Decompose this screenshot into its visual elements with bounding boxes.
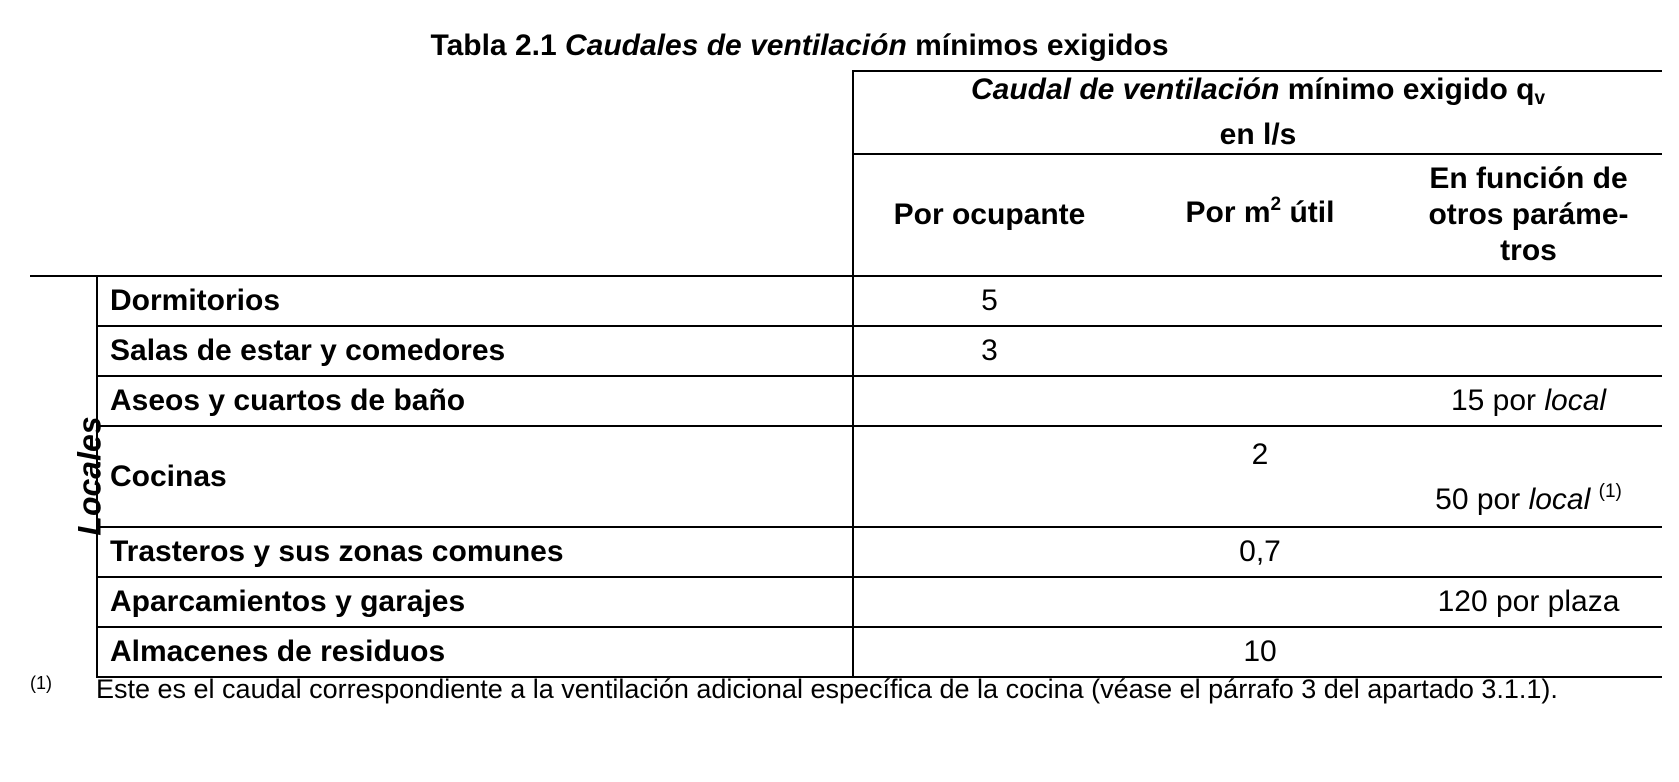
cell-por-m2 — [1125, 376, 1395, 426]
cell-por-m2: 10 — [1125, 627, 1395, 677]
cell-por-ocupante: 5 — [853, 276, 1125, 326]
footnote-mark: (1) — [30, 673, 52, 693]
table-row — [30, 376, 1662, 426]
header-group-cell — [853, 71, 1662, 154]
header-group-line2: en l/s — [1219, 118, 1297, 151]
table-row — [30, 326, 1662, 376]
col-header-por-ocupante-label: Por ocupante — [893, 198, 1086, 231]
table-title — [0, 28, 1679, 64]
table-title-suffix: mínimos exigidos — [915, 29, 1169, 62]
cell-por-ocupante: 3 — [853, 326, 1125, 376]
col-header-otros-line2: otros paráme- — [1428, 198, 1629, 231]
row-name: Dormitorios — [97, 276, 853, 326]
cell-otros-italic: local — [1544, 384, 1607, 417]
row-name: Cocinas — [97, 426, 853, 527]
table-row — [30, 426, 1662, 527]
cell-otros: 120 por plaza — [1395, 577, 1662, 627]
table-row — [30, 577, 1662, 627]
table-row — [30, 627, 1662, 677]
cell-otros-italic: local — [1528, 482, 1591, 516]
cell-otros — [1395, 376, 1662, 426]
cell-por-m2: 0,7 — [1125, 527, 1395, 577]
row-name: Trasteros y sus zonas comunes — [97, 527, 853, 577]
side-label: Locales — [71, 416, 108, 536]
cell-otros-num: 15 por — [1450, 384, 1537, 417]
cell-por-ocupante — [853, 627, 1125, 677]
cell-por-ocupante — [853, 376, 1125, 426]
header-group-rest: mínimo exigido q — [1287, 73, 1535, 106]
side-label-cell — [30, 276, 108, 677]
header-blank-cell — [30, 71, 853, 276]
table-row — [30, 527, 1662, 577]
col-header-por-m2-prefix: Por m — [1185, 196, 1271, 229]
row-name: Salas de estar y comedores — [97, 326, 853, 376]
cell-otros — [1395, 276, 1662, 326]
col-header-por-m2-sup: 2 — [1270, 194, 1282, 215]
table-title-prefix: Tabla 2.1 — [430, 29, 557, 62]
col-header-por-m2-suffix: útil — [1289, 196, 1335, 229]
cell-por-m2 — [1125, 326, 1395, 376]
row-name: Almacenes de residuos — [97, 627, 853, 677]
cell-por-ocupante — [853, 426, 1125, 527]
cell-otros — [1395, 426, 1662, 527]
footnote-text: Este es el caudal correspondiente a la ventilación adicional específica de la cocina (véase el párrafo 3 del apartado 3.1.1). — [96, 674, 1558, 704]
cell-por-ocupante — [853, 577, 1125, 627]
table-title-italic: Caudales de ventilación — [565, 29, 907, 62]
cell-por-m2 — [1125, 276, 1395, 326]
col-header-otros — [1395, 154, 1662, 276]
col-header-otros-line1: En función de — [1429, 162, 1628, 195]
col-header-por-m2 — [1125, 154, 1395, 276]
ventilation-table — [30, 70, 1662, 678]
cell-por-m2 — [1125, 577, 1395, 627]
cell-otros-value — [1395, 482, 1662, 522]
header-group-italic: Caudal de ventilación — [970, 73, 1280, 106]
header-group-sub: v — [1534, 88, 1546, 109]
col-header-otros-line3: tros — [1500, 234, 1557, 267]
cell-otros — [1395, 326, 1662, 376]
col-header-por-ocupante — [853, 154, 1125, 276]
footnote — [30, 672, 1662, 706]
row-name: Aseos y cuartos de baño — [97, 376, 853, 426]
cell-otros — [1395, 627, 1662, 677]
row-name: Aparcamientos y garajes — [97, 577, 853, 627]
cell-otros — [1395, 527, 1662, 577]
cell-por-m2-value: 2 — [1251, 437, 1269, 471]
footnote-ref: (1) — [1598, 480, 1622, 502]
cell-por-ocupante — [853, 527, 1125, 577]
cell-otros-num: 50 por — [1435, 482, 1521, 516]
table-row — [30, 276, 1662, 326]
cell-por-m2 — [1125, 426, 1395, 527]
